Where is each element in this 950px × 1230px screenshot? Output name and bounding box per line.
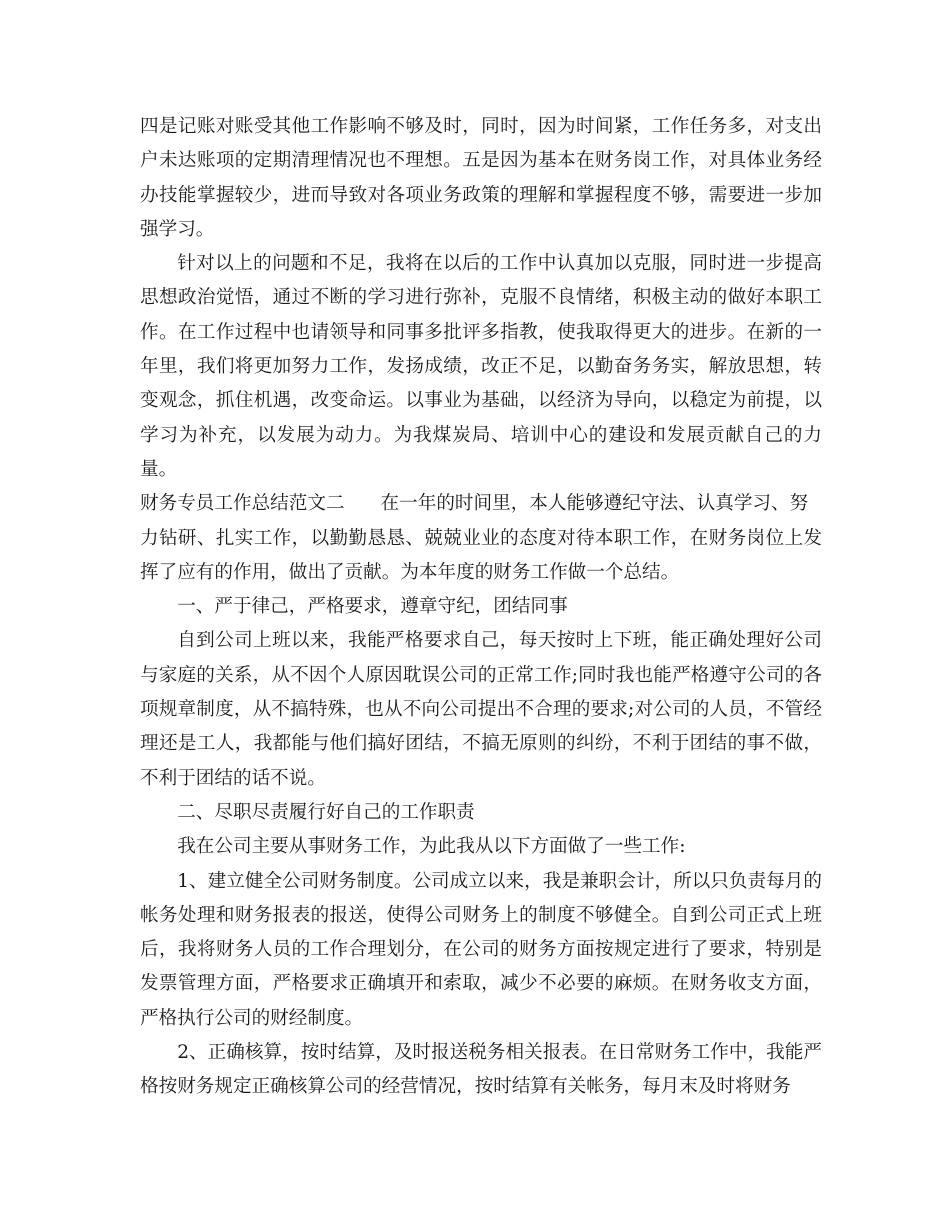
list-item: 1、建立健全公司财务制度。公司成立以来，我是兼职会计，所以只负责每月的帐务处理和财务报表的报送，使得公司财务上的制度不够健全。自到公司正式上班后，我将财务人员的工作合理划分，在公司的财务方面按规定进行了要求，特别是发票管理方面，严格要求正确填开和索取，减少不必要的麻烦。在财务收支方面，严格执行公司的财经制度。 — [140, 870, 822, 1029]
section-title-line — [140, 487, 822, 521]
paragraph-start: 在一年的时间里，本人能够遵纪守法、认真学习、努 — [380, 493, 809, 515]
paragraph: 力钻研、扎实工作，以勤勤恳恳、兢兢业业的态度对待本职工作，在财务岗位上发挥了应有的作用，做出了贡献。为本年度的财务工作做一个总结。 — [140, 527, 822, 583]
paragraph: 四是记账对账受其他工作影响不够及时，同时，因为时间紧，工作任务多，对支出户未达账项的定期清理情况也不理想。五是因为基本在财务岗工作，对具体业务经办技能掌握较少，进而导致对各项业务政策的理解和掌握程度不够，需要进一步加强学习。 — [140, 116, 822, 240]
heading-2: 二、尽职尽责履行好自己的工作职责 — [177, 801, 475, 823]
heading-1: 一、严于律己，严格要求，遵章守纪，团结同事 — [177, 596, 568, 618]
paragraph: 针对以上的问题和不足，我将在以后的工作中认真加以克服，同时进一步提高思想政治觉悟，通过不断的学习进行弥补，克服不良情绪，积极主动的做好本职工作。在工作过程中也请领导和同事多批评多指教，使我取得更大的进步。在新的一年里，我们将更加努力工作，发扬成绩，改正不足，以勤奋务务实，解放思想，转变观念，抓住机遇，改变命运。以事业为基础，以经济为导向，以稳定为前提，以学习为补充，以发展为动力。为我煤炭局、培训中心的建设和发展贡献自己的力量。 — [140, 253, 822, 480]
paragraph: 我在公司主要从事财务工作，为此我从以下方面做了一些工作: — [177, 836, 686, 858]
list-item: 2、正确核算，按时结算，及时报送税务相关报表。在日常财务工作中，我能严格按财务规定正确核算公司的经营情况，按时结算有关帐务，每月末及时将财务 — [140, 1042, 822, 1098]
section-title: 财务专员工作总结范文二 — [140, 493, 345, 515]
paragraph: 自到公司上班以来，我能严格要求自己，每天按时上下班，能正确处理好公司与家庭的关系，从不因个人原因耽误公司的正常工作;同时我也能严格遵守公司的各项规章制度，从不搞特殊，也从不向公司提出不合理的要求;对公司的人员，不管经理还是工人，我都能与他们搞好团结，不搞无原则的纠纷，不利于团结的事不做，不利于团结的话不说。 — [140, 630, 822, 789]
document-body — [140, 110, 822, 1105]
